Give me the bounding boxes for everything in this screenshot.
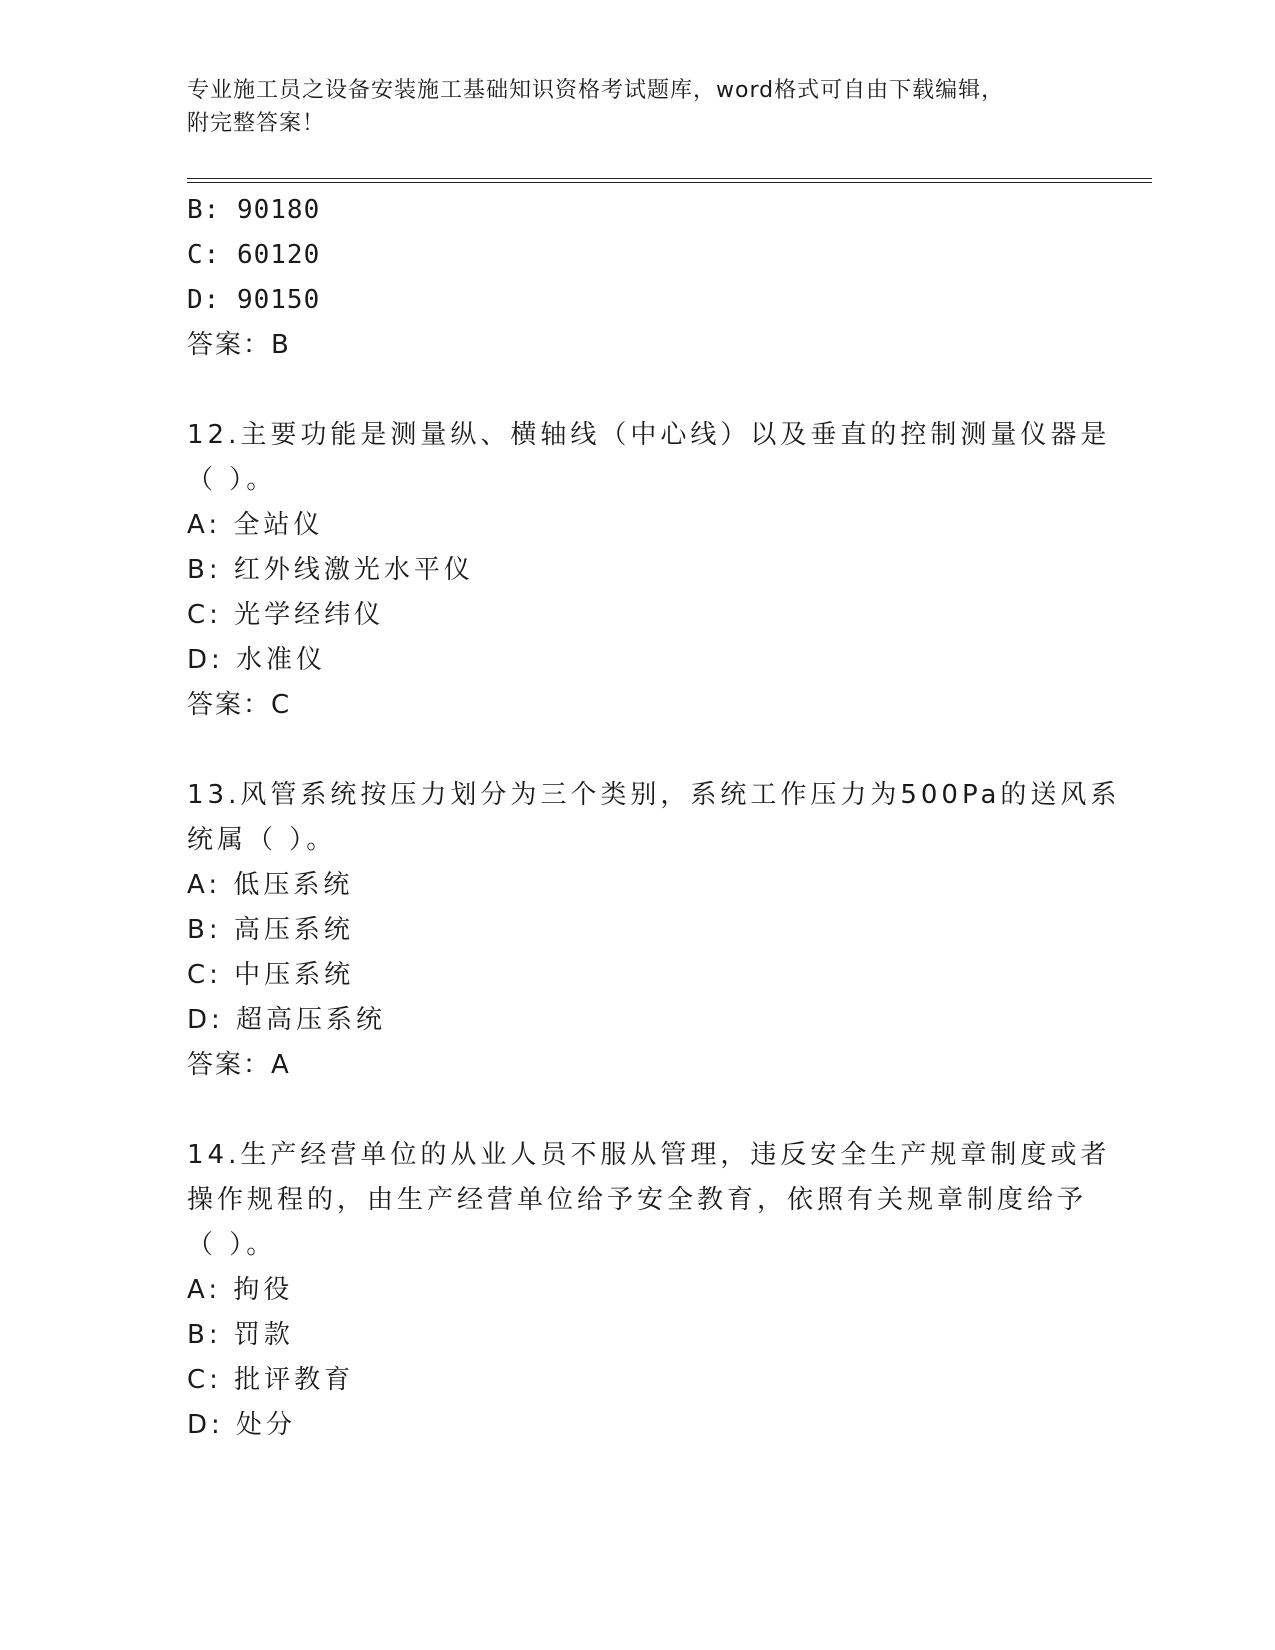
q14-option-a: A: 拘役 [187,1275,294,1305]
document-header [187,74,1087,140]
q13-option-c: C: 中压系统 [187,960,355,990]
q13-stem-line-2: 统属（ ）。 [187,825,337,855]
q12-stem-line-1: 12.主要功能是测量纵、横轴线（中心线）以及垂直的控制测量仪器是 [187,420,1111,450]
q14-option-d: D: 处分 [187,1410,297,1440]
q12-answer: 答案：C [187,690,292,720]
q12-option-c: C: 光学经纬仪 [187,600,385,630]
q12-option-d: D: 水准仪 [187,645,327,675]
q12-option-a: A: 全站仪 [187,510,324,540]
header-divider-bottom [187,182,1152,183]
q11-option-c: C: 60120 [187,240,321,270]
q13-stem-line-1: 13.风管系统按压力划分为三个类别，系统工作压力为500Pa的送风系 [187,780,1121,810]
q14-option-c: C: 批评教育 [187,1365,355,1395]
q13-answer: 答案：A [187,1050,291,1080]
q14-stem-line-2: 操作规程的，由生产经营单位给予安全教育，依照有关规章制度给予 [187,1185,1088,1215]
q14-option-b: B: 罚款 [187,1320,294,1350]
q11-option-d: D: 90150 [187,285,321,315]
q13-option-a: A: 低压系统 [187,870,354,900]
q11-option-b: B: 90180 [187,195,321,225]
q11-answer: 答案：B [187,330,291,360]
header-line-2: 附完整答案！ [187,111,326,136]
q13-option-b: B: 高压系统 [187,915,354,945]
q14-stem-line-3: （ ）。 [187,1230,277,1260]
q12-option-b: B: 红外线激光水平仪 [187,555,474,585]
q12-stem-line-2: （ ）。 [187,465,277,495]
header-line-1: 专业施工员之设备安装施工基础知识资格考试题库，word格式可自由下载编辑， [187,78,1005,103]
q13-option-d: D: 超高压系统 [187,1005,387,1035]
header-divider-top [187,178,1152,179]
q14-stem-line-1: 14.生产经营单位的从业人员不服从管理，违反安全生产规章制度或者 [187,1140,1111,1170]
